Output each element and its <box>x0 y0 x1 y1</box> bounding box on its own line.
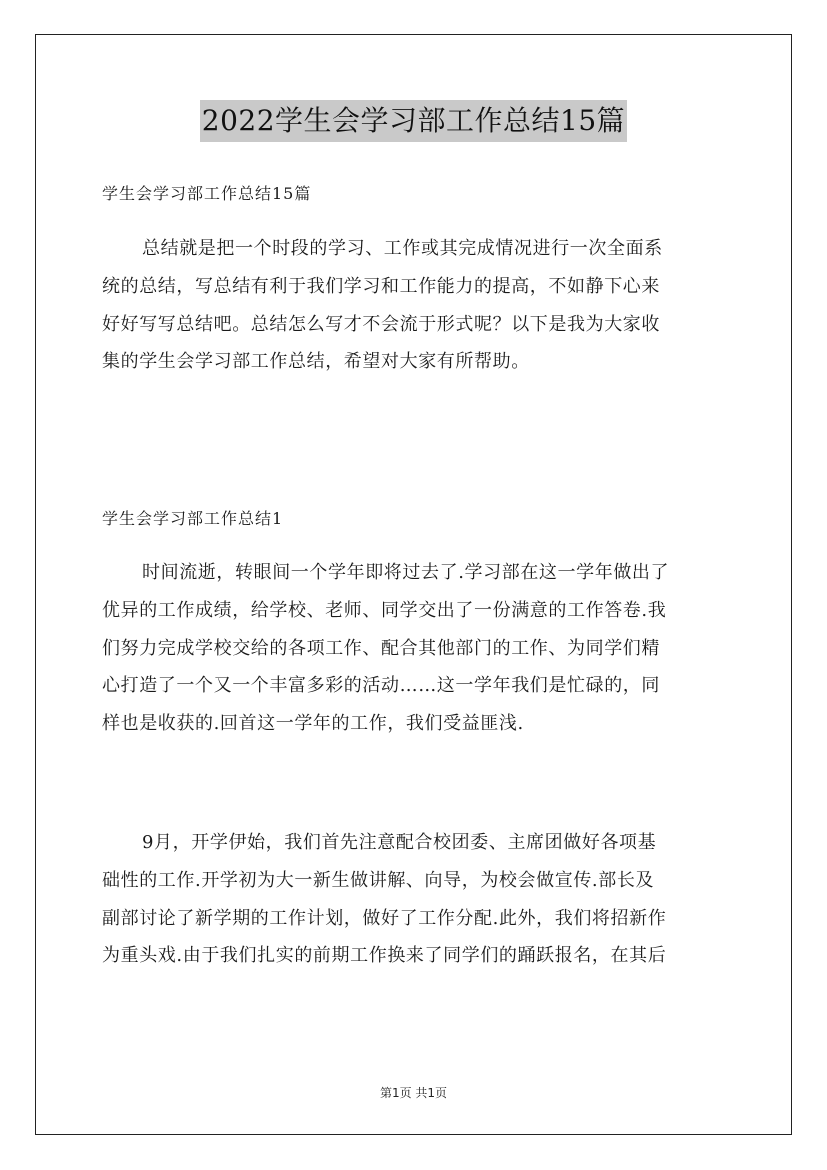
section1-p1-line-4: 心打造了一个又一个丰富多彩的活动……这一学年我们是忙碌的，同 <box>102 675 660 697</box>
section1-p1-line-2: 优异的工作成绩，给学校、老师、同学交出了一份满意的工作答卷.我 <box>102 599 667 621</box>
section1-p1-line-5: 样也是收获的.回首这一学年的工作，我们受益匪浅. <box>102 713 524 735</box>
section1-p2-line-3: 副部讨论了新学期的工作计划，做好了工作分配.此外，我们将招新作 <box>102 907 667 929</box>
intro-paragraph <box>102 230 727 381</box>
intro-line-2: 统的总结，写总结有利于我们学习和工作能力的提高，不如静下心来 <box>102 275 660 297</box>
section1-paragraph-2 <box>102 824 727 975</box>
section1-p1-line-3: 们努力完成学校交给的各项工作、配合其他部门的工作、为同学们精 <box>102 637 660 659</box>
document-title: 2022学生会学习部工作总结15篇 <box>200 100 627 142</box>
section1-p2-line-1: 9月，开学伊始，我们首先注意配合校团委、主席团做好各项基 <box>142 832 657 853</box>
intro-line-3: 好好写写总结吧。总结怎么写才不会流于形式呢？以下是我为大家收 <box>102 313 660 335</box>
page-footer: 第1页 共1页 <box>379 1086 448 1100</box>
section1-paragraph-1 <box>102 554 727 743</box>
intro-line-1: 总结就是把一个时段的学习、工作或其完成情况进行一次全面系 <box>142 238 663 259</box>
title-container <box>0 100 827 142</box>
section1-p2-line-4: 为重头戏.由于我们扎实的前期工作换来了同学们的踊跃报名，在其后 <box>102 945 667 967</box>
section1-heading: 学生会学习部工作总结1 <box>102 509 284 528</box>
document-subtitle: 学生会学习部工作总结15篇 <box>102 184 312 203</box>
section1-p1-line-1: 时间流逝，转眼间一个学年即将过去了.学习部在这一学年做出了 <box>142 562 670 583</box>
section1-p2-line-2: 础性的工作.开学初为大一新生做讲解、向导，为校会做宣传.部长及 <box>102 869 655 891</box>
intro-line-4: 集的学生会学习部工作总结，希望对大家有所帮助。 <box>102 351 530 373</box>
